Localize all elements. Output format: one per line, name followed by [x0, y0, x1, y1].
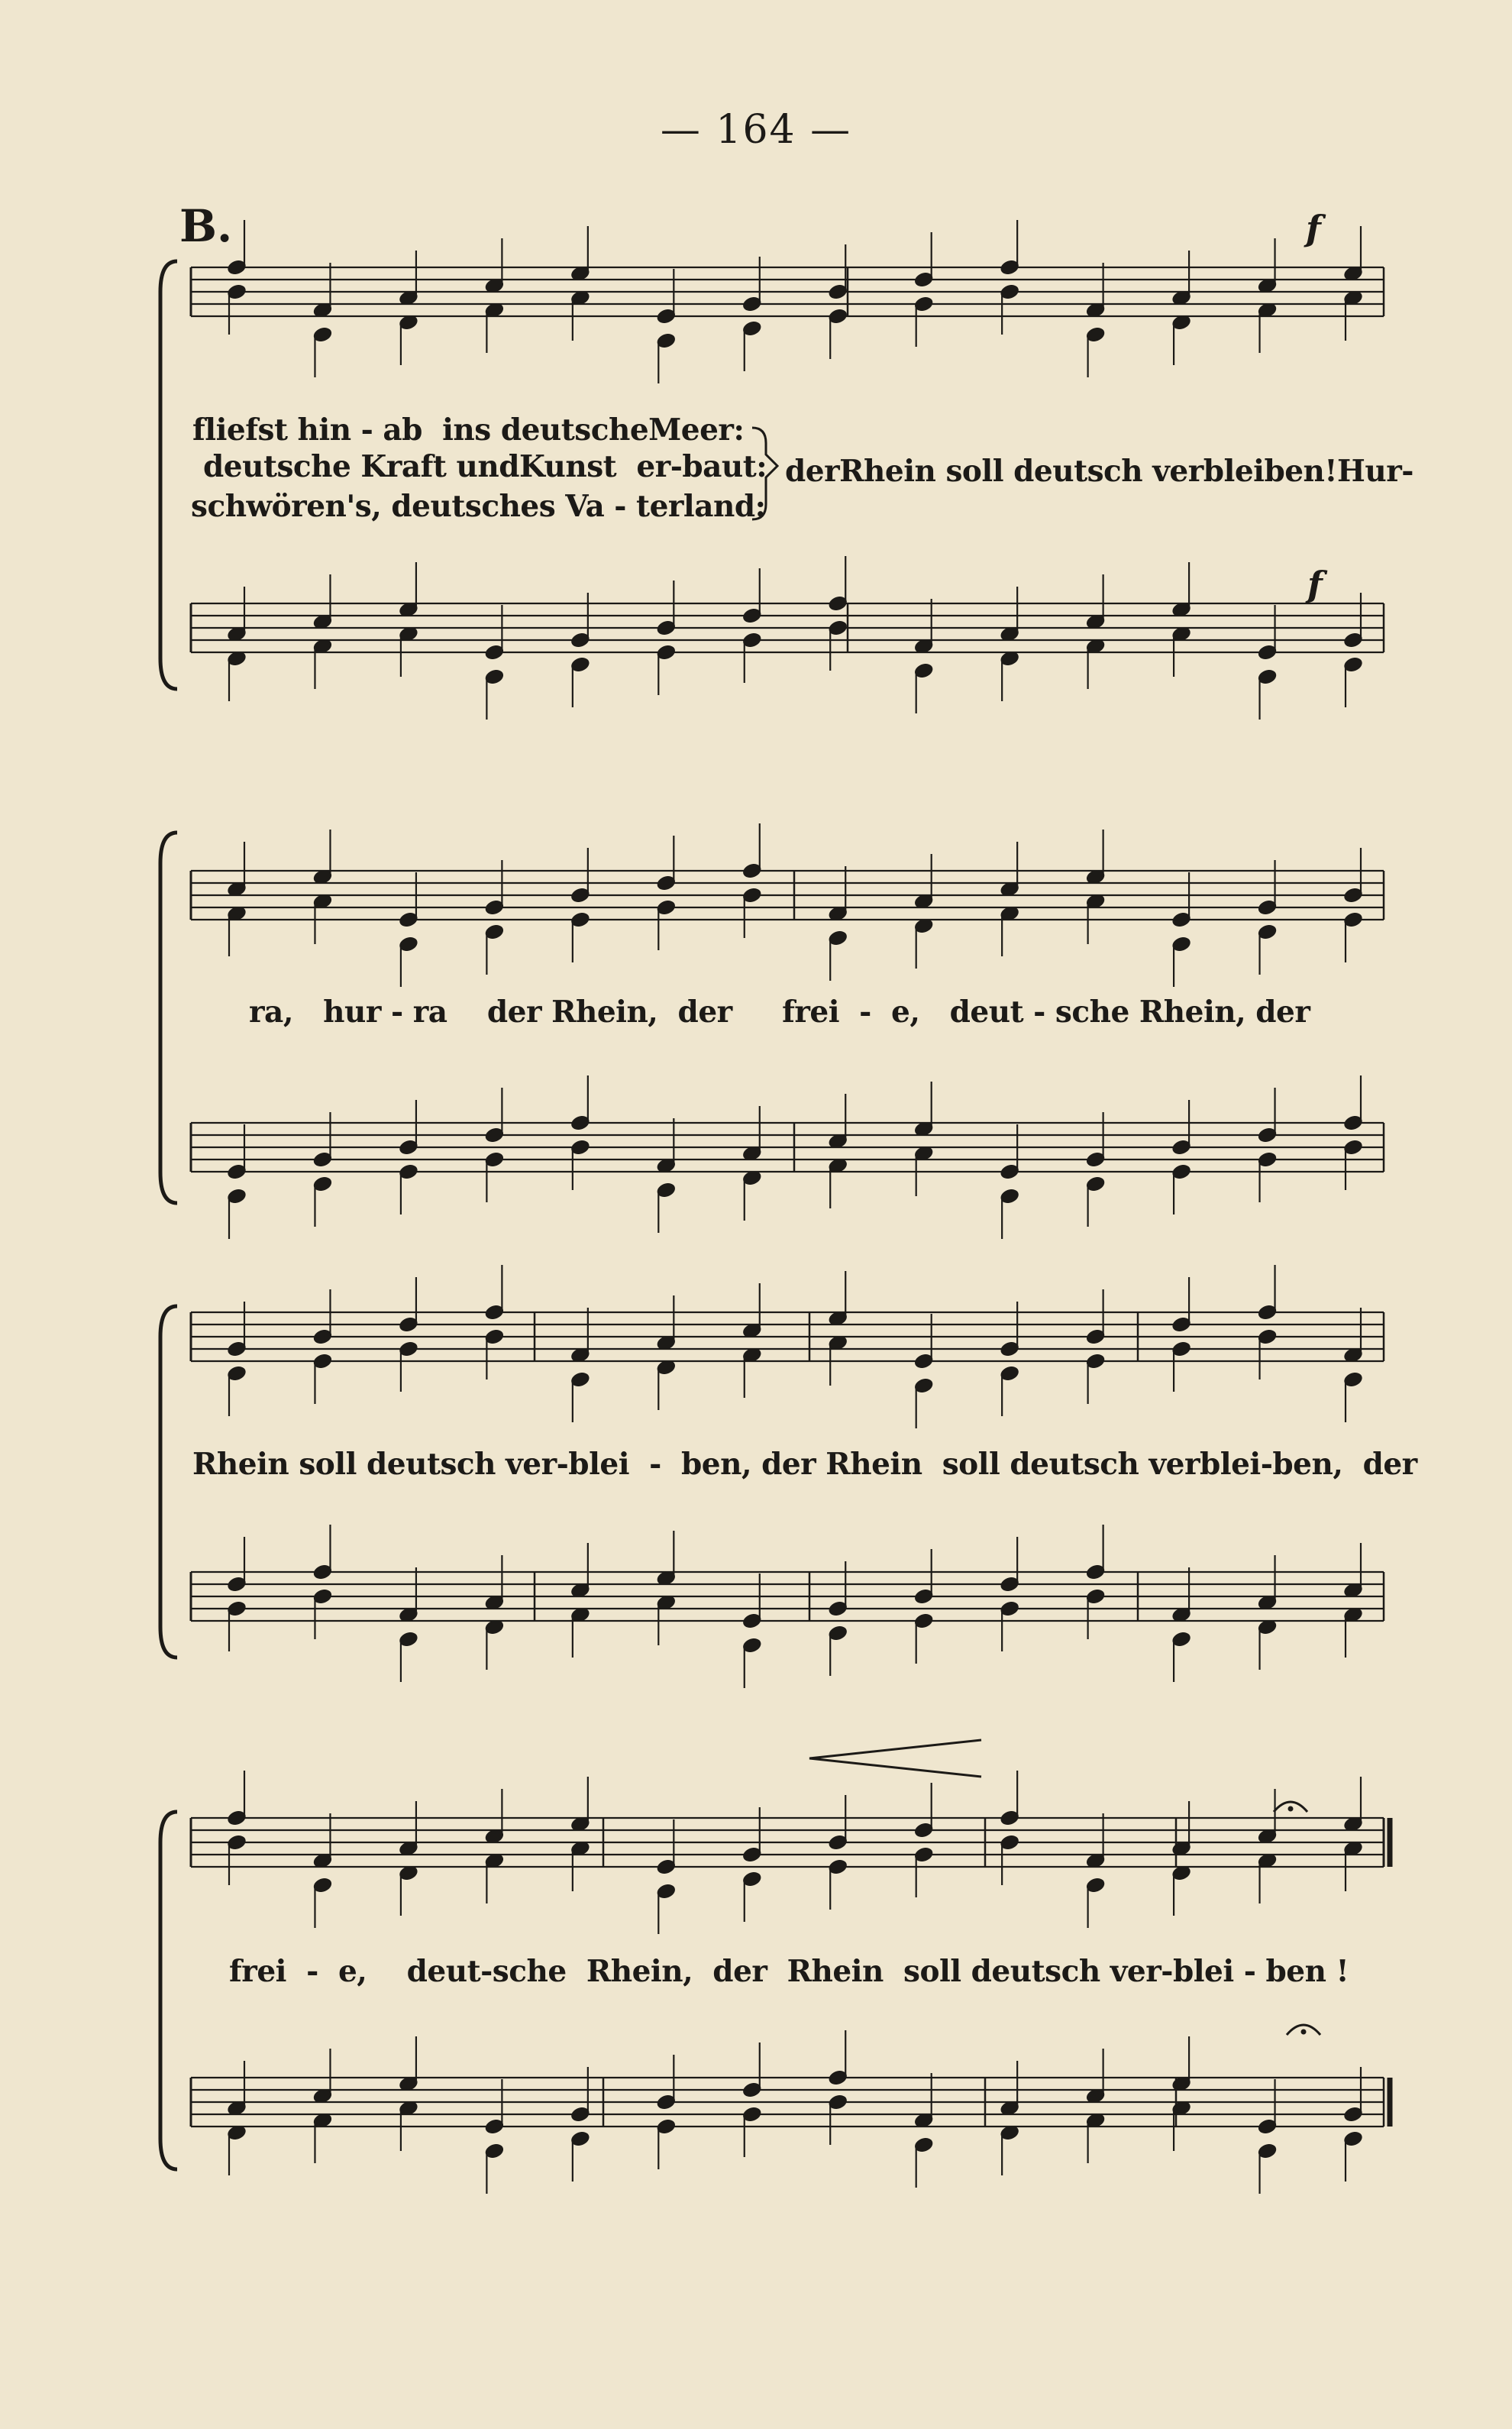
dynamic-forte-2: f: [1307, 564, 1323, 605]
fermata-lower-dot: [1301, 2030, 1307, 2035]
system-brace-4: [160, 1812, 177, 2169]
system-brace-2: [160, 833, 177, 1203]
lyrics-system-4: frei - e, deut-sche Rhein, der Rhein soll deutsch ver-blei - ben !: [229, 1954, 1349, 1989]
lyrics-verse-3: schwören's, deutsches Va - terland:: [191, 489, 766, 524]
lyrics-refrain-start: derRhein soll deutsch verbleiben!Hur-: [785, 454, 1413, 489]
system-brace-1: [160, 261, 177, 689]
crescendo-hairpin: [809, 1740, 981, 1777]
fermata-upper-dot: [1288, 1806, 1294, 1812]
lyrics-system-3: Rhein soll deutsch ver-blei - ben, der Rhein soll deutsch verblei-ben, der: [192, 1447, 1417, 1482]
lyrics-verse-1: fliefst hin - ab ins deutscheMeer:: [192, 412, 745, 448]
page-number: — 164 —: [660, 107, 852, 153]
lyrics-verse-2: deutsche Kraft undKunst er-baut:: [203, 449, 767, 484]
dynamic-forte-1: f: [1306, 208, 1321, 249]
section-label: B.: [179, 200, 233, 252]
system-brace-3: [160, 1306, 177, 1658]
lyrics-system-2: ra, hur - ra der Rhein, der frei - e, deut - sche Rhein, der: [249, 995, 1310, 1030]
